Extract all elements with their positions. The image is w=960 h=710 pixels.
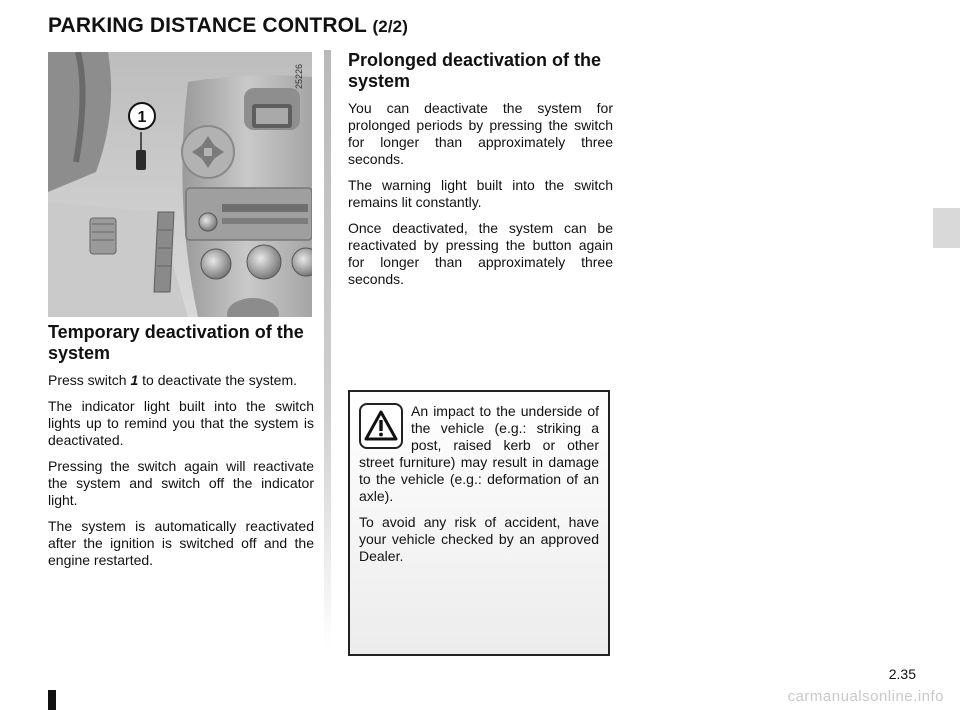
switch-reference: 1 [130, 372, 139, 388]
prolonged-paragraph-2: The warning light built into the switch remains lit constantly. [348, 177, 613, 210]
page-title [48, 14, 408, 38]
temporary-deactivation-section [48, 322, 314, 578]
page-number: 2.35 [888, 666, 916, 682]
prolonged-deactivation-heading: Prolonged deactivation of the system [348, 50, 602, 91]
dashboard-illustration [48, 52, 312, 317]
temporary-p1-start: Press switch [48, 372, 131, 388]
temporary-deactivation-heading: Temporary deactivation of the system [48, 322, 304, 363]
warning-triangle-icon [359, 403, 403, 449]
temporary-paragraph-4: The system is automatically reactivated after the ignition is switched off and the engine restarted. [48, 518, 314, 568]
column-divider [324, 50, 331, 650]
temporary-paragraph-2: The indicator light built into the switch lights up to remind you that the system is deactivated. [48, 398, 314, 448]
temporary-paragraph-3: Pressing the switch again will reactivate the system and switch off the indicator light. [48, 458, 314, 508]
watermark: carmanualsonline.info [787, 688, 944, 705]
callout-label: 1 [137, 109, 147, 126]
warning-paragraph-2: To avoid any risk of accident, have your vehicle checked by an approved Dealer. [359, 514, 599, 564]
prolonged-paragraph-1: You can deactivate the system for prolonged periods by pressing the switch for longer than approximately three seconds. [348, 100, 613, 167]
figure-code: 25226 [294, 63, 304, 89]
temporary-paragraph-1 [48, 372, 314, 389]
warning-paragraph-1: An impact to the underside of the vehicle (e.g.: striking a post, raised kerb or other street furniture) may result in damage to the vehicle (e.g.: deformation of an axle). [359, 403, 599, 504]
temporary-p1-end: to deactivate the system. [138, 372, 298, 388]
dashboard-photo [48, 52, 312, 317]
warning-box [348, 390, 610, 656]
corner-mark [48, 690, 56, 710]
page-title-main: PARKING DISTANCE CONTROL [48, 14, 367, 37]
section-tab [933, 208, 960, 248]
page-title-part: (2/2) [372, 17, 408, 36]
prolonged-deactivation-section [348, 50, 613, 297]
prolonged-paragraph-3: Once deactivated, the system can be reactivated by pressing the button again for longer than approximately three seconds. [348, 220, 613, 287]
